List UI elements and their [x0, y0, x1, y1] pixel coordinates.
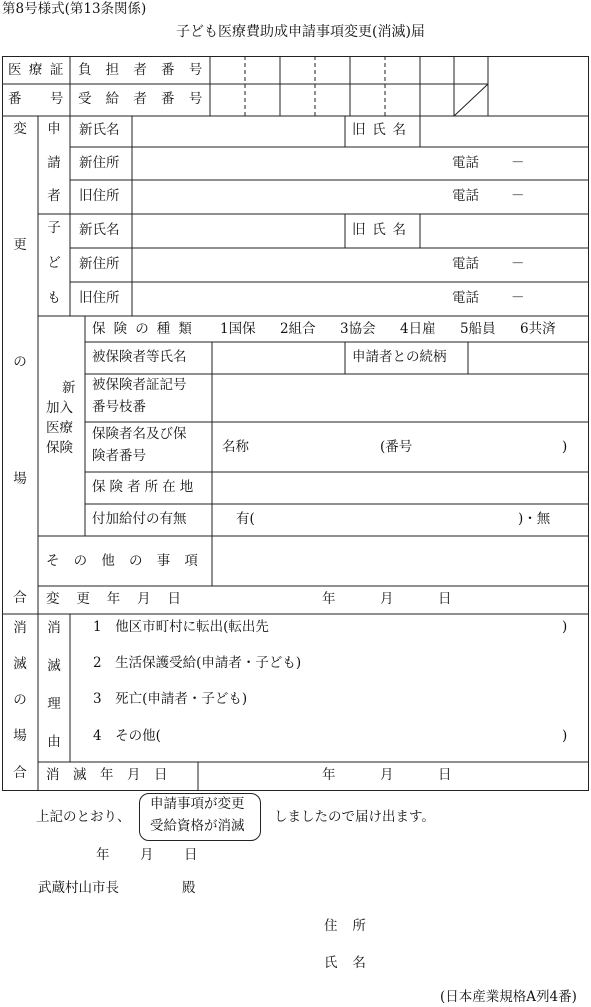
term-reason-1: 1 他区市町村に転出(転出先 [93, 619, 269, 635]
child-old-name-label: 旧氏名 [352, 222, 413, 238]
child-label-2: ど [47, 255, 61, 271]
insurer-number-label: (番号 [380, 439, 413, 455]
medical-card-label: 医療証 [8, 62, 71, 78]
declaration-prefix: 上記のとおり、 [36, 809, 131, 825]
applicant-old-phone-dash: － [511, 188, 525, 204]
extra-benefit-no: )・無 [518, 511, 551, 527]
term-date-label: 消滅年月日 [46, 767, 181, 783]
term-section-label-4: 場 [13, 728, 27, 744]
child-new-address-label: 新住所 [79, 256, 120, 272]
change-section-label-2: 更 [13, 237, 27, 253]
term-section-label-2: 滅 [13, 656, 27, 672]
declaration-date-year: 年 [96, 847, 110, 863]
insurer-number-close: ) [562, 439, 568, 455]
term-section-label-5: 合 [13, 765, 27, 781]
insurance-option-3: 3協会 [340, 321, 376, 337]
declaration-date-month: 月 [140, 847, 154, 863]
declaration-option-terminate: 受給資格が消滅 [150, 818, 245, 834]
insurance-label-1: 新 [62, 380, 76, 396]
applicant-old-address-label: 旧住所 [79, 188, 120, 204]
applicant-new-phone-label: 電話 [452, 155, 479, 171]
term-reason-3: 3 死亡(申請者・子ども) [93, 691, 248, 707]
insurer-label-1: 保険者名及び保 [92, 426, 187, 442]
applicant-new-name-label: 新氏名 [79, 122, 120, 138]
change-date-month: 月 [380, 591, 394, 607]
applicant-address-label: 住所 [324, 918, 381, 934]
insurer-address-label: 保険者所在地 [92, 479, 198, 495]
applicant-name-label: 氏名 [324, 955, 381, 971]
insured-card-label-1: 被保険者証記号 [92, 377, 187, 393]
declaration-suffix: しましたので届け出ます。 [274, 809, 435, 825]
insurer-label-2: 険者番号 [92, 448, 146, 464]
insurance-label-4: 保険 [46, 440, 73, 456]
term-reason-4-close: ) [562, 728, 568, 744]
change-date-year: 年 [322, 591, 336, 607]
term-section-label-1: 消 [13, 620, 27, 636]
insurance-option-4: 4日雇 [400, 321, 436, 337]
child-old-address-label: 旧住所 [79, 290, 120, 306]
form-title: 子ども医療費助成申請事項変更(消滅)届 [176, 24, 425, 40]
insurer-name-label: 名称 [222, 439, 249, 455]
recipient-number-label: 受給者番号 [78, 91, 217, 107]
insurance-option-1: 1国保 [220, 321, 256, 337]
child-new-name-label: 新氏名 [79, 222, 120, 238]
term-date-year: 年 [322, 767, 336, 783]
term-reason-label-3: 理 [47, 696, 61, 712]
insurance-option-6: 6共済 [520, 321, 556, 337]
declaration-option-change: 申請事項が変更 [150, 796, 245, 812]
number-label: 番号 [8, 91, 92, 107]
applicant-old-phone-label: 電話 [452, 188, 479, 204]
term-date-day: 日 [438, 767, 452, 783]
child-label-3: も [47, 290, 61, 306]
insured-name-label: 被保険者等氏名 [92, 349, 187, 365]
term-section-label-3: の [13, 692, 27, 708]
form-id: 第8号様式(第13条関係) [2, 1, 147, 17]
insured-card-label-2: 番号枝番 [92, 399, 146, 415]
insurance-type-label: 保険の種類 [92, 321, 200, 337]
applicant-old-name-label: 旧氏名 [352, 122, 413, 138]
term-reason-4: 4 その他( [93, 728, 161, 744]
applicant-label-1: 申 [47, 121, 61, 137]
insurance-label-2: 加入 [46, 400, 73, 416]
change-section-label-5: 合 [13, 590, 27, 606]
declaration-date-day: 日 [184, 847, 198, 863]
change-section-label-3: の [13, 354, 27, 370]
addressee: 武蔵村山市長 [38, 880, 119, 896]
insurance-option-5: 5船員 [460, 321, 496, 337]
applicant-label-3: 者 [47, 188, 61, 204]
change-date-label: 変更年月日 [46, 591, 198, 607]
child-new-phone-dash: － [511, 256, 525, 272]
term-reason-1-close: ) [562, 619, 568, 635]
term-date-month: 月 [380, 767, 394, 783]
child-old-phone-label: 電話 [452, 290, 479, 306]
applicant-label-2: 請 [47, 155, 61, 171]
extra-benefit-yes: 有( [236, 511, 255, 527]
burden-number-label: 負担者番号 [78, 62, 217, 78]
applicant-new-address-label: 新住所 [79, 155, 120, 171]
child-label-1: 子 [47, 220, 61, 236]
term-reason-2: 2 生活保護受給(申請者・子ども) [93, 655, 302, 671]
honorific: 殿 [182, 880, 196, 896]
change-section-label-1: 変 [13, 121, 27, 137]
paper-size-note: (日本産業規格A列4番) [440, 989, 577, 1005]
child-old-phone-dash: － [511, 290, 525, 306]
child-new-phone-label: 電話 [452, 256, 479, 272]
term-reason-label-1: 消 [47, 620, 61, 636]
term-reason-label-2: 滅 [47, 658, 61, 674]
insurance-option-2: 2組合 [280, 321, 316, 337]
relation-label: 申請者との続柄 [352, 349, 447, 365]
insurance-label-3: 医療 [46, 420, 73, 436]
term-reason-label-4: 由 [47, 734, 61, 750]
extra-benefit-label: 付加給付の有無 [92, 511, 187, 527]
change-date-day: 日 [438, 591, 452, 607]
change-section-label-4: 場 [13, 471, 27, 487]
other-items-label: その他の事項 [46, 553, 213, 569]
applicant-new-phone-dash: － [511, 155, 525, 171]
